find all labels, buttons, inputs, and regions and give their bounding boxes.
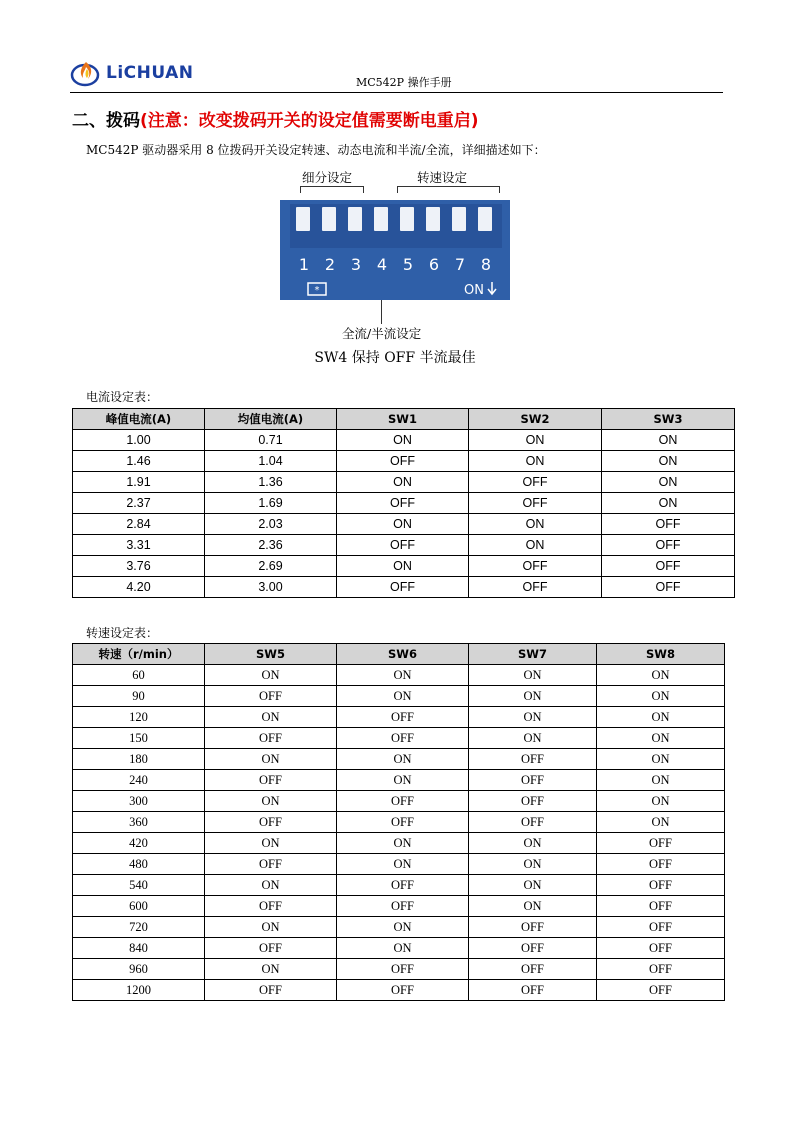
speed-table-body: [73, 665, 725, 1001]
table-cell: ON: [205, 833, 337, 854]
switch-7: [452, 207, 466, 231]
table-cell: OFF: [205, 686, 337, 707]
table-cell: ON: [597, 770, 725, 791]
table-cell: 540: [73, 875, 205, 896]
table-row: [73, 686, 725, 707]
speed-setting-table: [72, 643, 725, 1001]
table-cell: 3.76: [73, 556, 205, 577]
table-cell: 90: [73, 686, 205, 707]
table-cell: OFF: [597, 980, 725, 1001]
dip-switch-board: [280, 200, 510, 300]
table-row: [73, 959, 725, 980]
table-cell: OFF: [337, 493, 469, 514]
table-cell: ON: [205, 917, 337, 938]
table-cell: ON: [205, 875, 337, 896]
table-row: [73, 577, 735, 598]
table-cell: ON: [469, 686, 597, 707]
table-header-row: [73, 644, 725, 665]
switch-4: [374, 207, 388, 231]
table-cell: 480: [73, 854, 205, 875]
flame-logo-icon: [70, 58, 104, 88]
table-cell: OFF: [602, 577, 735, 598]
table-cell: ON: [597, 665, 725, 686]
table-cell: 2.36: [205, 535, 337, 556]
column-header: SW8: [597, 644, 725, 665]
table-cell: OFF: [337, 707, 469, 728]
table-cell: ON: [597, 728, 725, 749]
switch-number: 8: [480, 255, 492, 274]
table-cell: OFF: [337, 980, 469, 1001]
column-header: 转速（r/min）: [73, 644, 205, 665]
table-cell: 2.69: [205, 556, 337, 577]
table-cell: ON: [469, 514, 602, 535]
table-cell: 0.71: [205, 430, 337, 451]
section-heading: [72, 106, 479, 131]
speed-bracket: [397, 186, 500, 193]
table-cell: ON: [469, 728, 597, 749]
table-cell: OFF: [597, 917, 725, 938]
table-cell: ON: [205, 665, 337, 686]
switch-number: 3: [350, 255, 362, 274]
table-row: [73, 812, 725, 833]
switch-1: [296, 207, 310, 231]
table-cell: 2.03: [205, 514, 337, 535]
dip-switch-figure: [280, 164, 510, 360]
table-cell: OFF: [469, 493, 602, 514]
table-cell: 180: [73, 749, 205, 770]
table-row: [73, 749, 725, 770]
table-cell: ON: [602, 451, 735, 472]
table-cell: 150: [73, 728, 205, 749]
svg-text:*: *: [314, 285, 320, 296]
column-header: SW1: [337, 409, 469, 430]
halfflow-pointer: [381, 300, 382, 324]
table-cell: OFF: [469, 472, 602, 493]
table-cell: OFF: [337, 577, 469, 598]
brand-logo: [70, 56, 194, 90]
column-header: SW2: [469, 409, 602, 430]
column-header: 峰值电流(A): [73, 409, 205, 430]
table-cell: ON: [602, 493, 735, 514]
table-cell: ON: [469, 896, 597, 917]
table-cell: 840: [73, 938, 205, 959]
table-cell: ON: [337, 472, 469, 493]
table-cell: ON: [469, 430, 602, 451]
table-cell: ON: [205, 791, 337, 812]
column-header: SW3: [602, 409, 735, 430]
table-cell: 60: [73, 665, 205, 686]
column-header: 均值电流(A): [205, 409, 337, 430]
table-cell: 360: [73, 812, 205, 833]
table-cell: ON: [337, 833, 469, 854]
table-cell: ON: [205, 749, 337, 770]
table-cell: 1.69: [205, 493, 337, 514]
table-cell: ON: [469, 707, 597, 728]
column-header: SW5: [205, 644, 337, 665]
table-cell: 240: [73, 770, 205, 791]
table-cell: OFF: [337, 875, 469, 896]
table-cell: ON: [469, 451, 602, 472]
table-cell: OFF: [469, 556, 602, 577]
current-setting-table: [72, 408, 735, 598]
micro-bracket: [300, 186, 364, 193]
table-cell: OFF: [469, 959, 597, 980]
table-cell: OFF: [469, 938, 597, 959]
table-cell: ON: [337, 749, 469, 770]
table-row: [73, 854, 725, 875]
table-cell: ON: [205, 959, 337, 980]
table-row: [73, 980, 725, 1001]
table-cell: ON: [337, 430, 469, 451]
table-cell: OFF: [205, 980, 337, 1001]
switch-6: [426, 207, 440, 231]
table-cell: ON: [337, 686, 469, 707]
table-cell: 4.20: [73, 577, 205, 598]
table-cell: OFF: [469, 917, 597, 938]
table-cell: ON: [337, 917, 469, 938]
switch-number: 6: [428, 255, 440, 274]
table-cell: 1.04: [205, 451, 337, 472]
switch-5: [400, 207, 414, 231]
table-cell: 3.00: [205, 577, 337, 598]
table-cell: 2.84: [73, 514, 205, 535]
table-row: [73, 938, 725, 959]
table-cell: OFF: [469, 812, 597, 833]
table-cell: OFF: [602, 535, 735, 556]
column-header: SW6: [337, 644, 469, 665]
table-cell: ON: [337, 770, 469, 791]
table-cell: OFF: [469, 577, 602, 598]
table-row: [73, 665, 725, 686]
table-cell: 120: [73, 707, 205, 728]
table-cell: ON: [469, 833, 597, 854]
column-header: SW7: [469, 644, 597, 665]
brand-name: LiCHUAN: [106, 63, 194, 83]
table-cell: 2.37: [73, 493, 205, 514]
table-row: [73, 917, 725, 938]
section-description: MC542P 驱动器采用 8 位拨码开关设定转速、动态电流和半流/全流，详细描述如下：: [86, 143, 546, 157]
page-header: [70, 52, 723, 93]
table-cell: OFF: [469, 980, 597, 1001]
table-cell: OFF: [469, 770, 597, 791]
table-cell: OFF: [205, 770, 337, 791]
table-cell: 1200: [73, 980, 205, 1001]
table-cell: ON: [337, 854, 469, 875]
switch-8: [478, 207, 492, 231]
table-cell: OFF: [337, 728, 469, 749]
table-cell: 1.46: [73, 451, 205, 472]
switch-number: 4: [376, 255, 388, 274]
table-row: [73, 514, 735, 535]
table-cell: 300: [73, 791, 205, 812]
table-row: [73, 535, 735, 556]
table-row: [73, 833, 725, 854]
table-cell: ON: [337, 665, 469, 686]
current-table-body: [73, 430, 735, 598]
table-cell: OFF: [337, 959, 469, 980]
table-cell: 720: [73, 917, 205, 938]
table-cell: ON: [469, 535, 602, 556]
halfflow-label: 全流/半流设定: [342, 326, 422, 341]
switch-number: 5: [402, 255, 414, 274]
table-row: [73, 875, 725, 896]
table-cell: ON: [597, 686, 725, 707]
table-cell: OFF: [337, 451, 469, 472]
table-cell: 1.00: [73, 430, 205, 451]
table-cell: OFF: [597, 833, 725, 854]
table-cell: ON: [597, 791, 725, 812]
table-row: [73, 896, 725, 917]
table-row: [73, 791, 725, 812]
table-row: [73, 556, 735, 577]
table-row: [73, 728, 725, 749]
table-cell: 1.91: [73, 472, 205, 493]
section-title: 二、拨码: [72, 111, 140, 131]
table-cell: OFF: [337, 896, 469, 917]
table-row: [73, 472, 735, 493]
table-cell: OFF: [597, 959, 725, 980]
table-cell: OFF: [205, 854, 337, 875]
table-cell: 420: [73, 833, 205, 854]
table-cell: 960: [73, 959, 205, 980]
table-cell: OFF: [337, 535, 469, 556]
table-cell: 3.31: [73, 535, 205, 556]
table-cell: OFF: [597, 938, 725, 959]
table-cell: OFF: [205, 938, 337, 959]
switch-number: 7: [454, 255, 466, 274]
table-cell: ON: [602, 430, 735, 451]
table-cell: 600: [73, 896, 205, 917]
table-cell: ON: [602, 472, 735, 493]
table-cell: OFF: [337, 812, 469, 833]
dip-note: SW4 保持 OFF 半流最佳: [314, 350, 476, 366]
table-cell: ON: [205, 707, 337, 728]
table-row: [73, 770, 725, 791]
table-cell: ON: [469, 854, 597, 875]
table-cell: ON: [337, 938, 469, 959]
table-row: [73, 493, 735, 514]
table-cell: OFF: [602, 514, 735, 535]
table-cell: OFF: [597, 854, 725, 875]
table-cell: OFF: [597, 896, 725, 917]
table-row: [73, 451, 735, 472]
document-title: MC542P 操作手册: [356, 76, 452, 89]
switch-number: 1: [298, 255, 310, 274]
table-cell: OFF: [602, 556, 735, 577]
table-cell: OFF: [337, 791, 469, 812]
table-cell: ON: [469, 875, 597, 896]
section-warning: (注意：改变拨码开关的设定值需要断电重启): [140, 111, 479, 131]
table-cell: 1.36: [205, 472, 337, 493]
switch-2: [322, 207, 336, 231]
table-cell: ON: [337, 556, 469, 577]
table-cell: ON: [337, 514, 469, 535]
table-cell: OFF: [469, 791, 597, 812]
table-cell: OFF: [205, 728, 337, 749]
table-cell: ON: [469, 665, 597, 686]
table-header-row: [73, 409, 735, 430]
speed-table-caption: 转速设定表：: [86, 626, 159, 640]
table-cell: ON: [597, 812, 725, 833]
current-table-caption: 电流设定表：: [86, 390, 159, 404]
on-label: ON: [464, 283, 484, 298]
table-cell: OFF: [205, 896, 337, 917]
speed-setting-label: 转速设定: [417, 170, 468, 185]
switch-3: [348, 207, 362, 231]
micro-step-label: 细分设定: [302, 170, 353, 185]
table-row: [73, 430, 735, 451]
switch-number: 2: [324, 255, 336, 274]
table-cell: ON: [597, 749, 725, 770]
table-cell: OFF: [469, 749, 597, 770]
table-row: [73, 707, 725, 728]
table-cell: OFF: [597, 875, 725, 896]
table-cell: ON: [597, 707, 725, 728]
table-cell: OFF: [205, 812, 337, 833]
